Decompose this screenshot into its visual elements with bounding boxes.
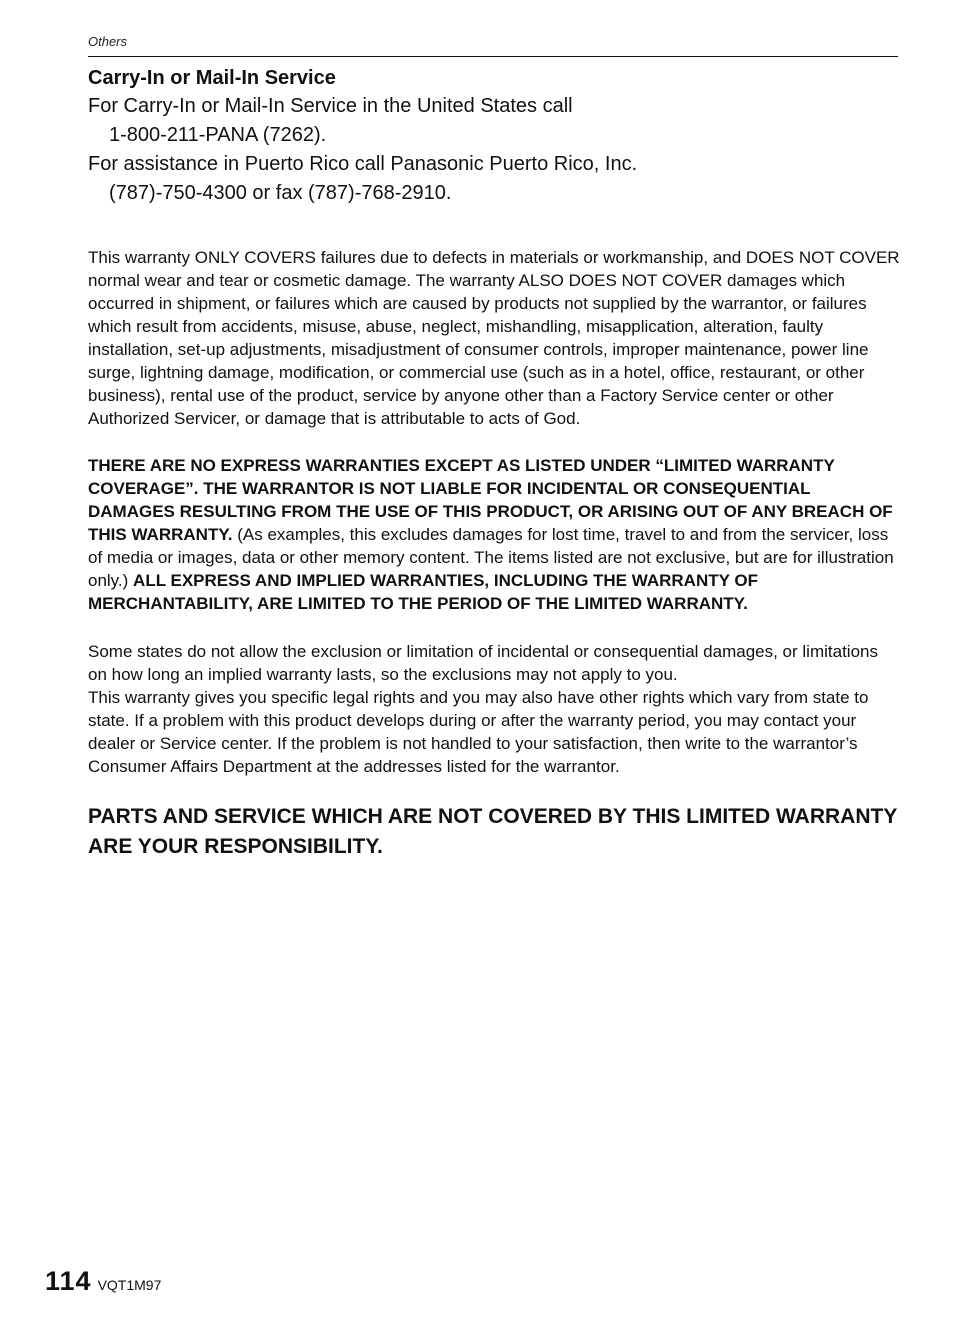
express-warranty-paragraph bbox=[88, 454, 900, 615]
page-footer bbox=[45, 1266, 161, 1297]
page-content bbox=[88, 64, 900, 862]
express-examples: (As examples, this excludes damages for lost time, travel to and from the servicer, loss of media or images, data or other memory content. The items listed are not exclusive, but are for illustration only.) bbox=[88, 525, 894, 590]
legal-rights-paragraph: This warranty gives you specific legal rights and you may also have other rights which vary from state to state. If a problem with this product develops during or after the warranty period, you may contact your dealer or Service center. If the problem is not handled to your satisfaction, then write to the warrantor’s Consumer Affairs Department at the addresses listed for the warrantor. bbox=[88, 688, 869, 776]
us-service-number: 1-800-211-PANA (7262). bbox=[109, 124, 327, 146]
document-code: VQT1M97 bbox=[97, 1277, 162, 1293]
puerto-rico-number: (787)-750-4300 or fax (787)-768-2910. bbox=[109, 182, 452, 204]
page-number: 114 bbox=[45, 1266, 92, 1296]
us-service-line: For Carry-In or Mail-In Service in the United States call bbox=[88, 95, 573, 117]
section-label: Others bbox=[88, 34, 128, 49]
express-bold-intro: THERE ARE NO EXPRESS WARRANTIES EXCEPT AS LISTED UNDER “LIMITED WARRANTY COVERAGE”. THE WARRANTOR IS NOT LIABLE FOR INCIDENTAL OR CONSEQUENTIAL DAMAGES RESULTING FROM THE USE OF THIS PRODUCT, OR ARISING OUT OF ANY BREACH OF THIS WARRANTY. bbox=[88, 456, 893, 544]
express-bold-outro: ALL EXPRESS AND IMPLIED WARRANTIES, INCLUDING THE WARRANTY OF MERCHANTABILITY, ARE LIMITED TO THE PERIOD OF THE LIMITED WARRANTY. bbox=[88, 571, 758, 613]
puerto-rico-line: For assistance in Puerto Rico call Panasonic Puerto Rico, Inc. bbox=[88, 153, 638, 175]
header-rule bbox=[88, 56, 898, 57]
responsibility-notice: PARTS AND SERVICE WHICH ARE NOT COVERED BY THIS LIMITED WARRANTY ARE YOUR RESPONSIBILITY. bbox=[88, 805, 897, 858]
state-limitations-paragraph: Some states do not allow the exclusion or limitation of incidental or consequential damages, or limitations on how long an implied warranty lasts, so the exclusions may not apply to you. bbox=[88, 642, 878, 684]
service-heading: Carry-In or Mail-In Service bbox=[88, 67, 336, 89]
warranty-coverage-paragraph: This warranty ONLY COVERS failures due to defects in materials or workmanship, and DOES NOT COVER normal wear and tear or cosmetic damage. The warranty ALSO DOES NOT COVER damages which occurred in shipment, or failures which are caused by products not supplied by the warrantor, or failures which result from accidents, misuse, abuse, neglect, mishandling, misapplication, alteration, faulty installation, set-up adjustments, misadjustment of consumer controls, improper maintenance, power line surge, lightning damage, modification, or commercial use (such as in a hotel, office, restaurant, or other business), rental use of the product, service by anyone other than a Factory Service center or other Authorized Servicer, or damage that is attributable to acts of God. bbox=[88, 248, 900, 428]
